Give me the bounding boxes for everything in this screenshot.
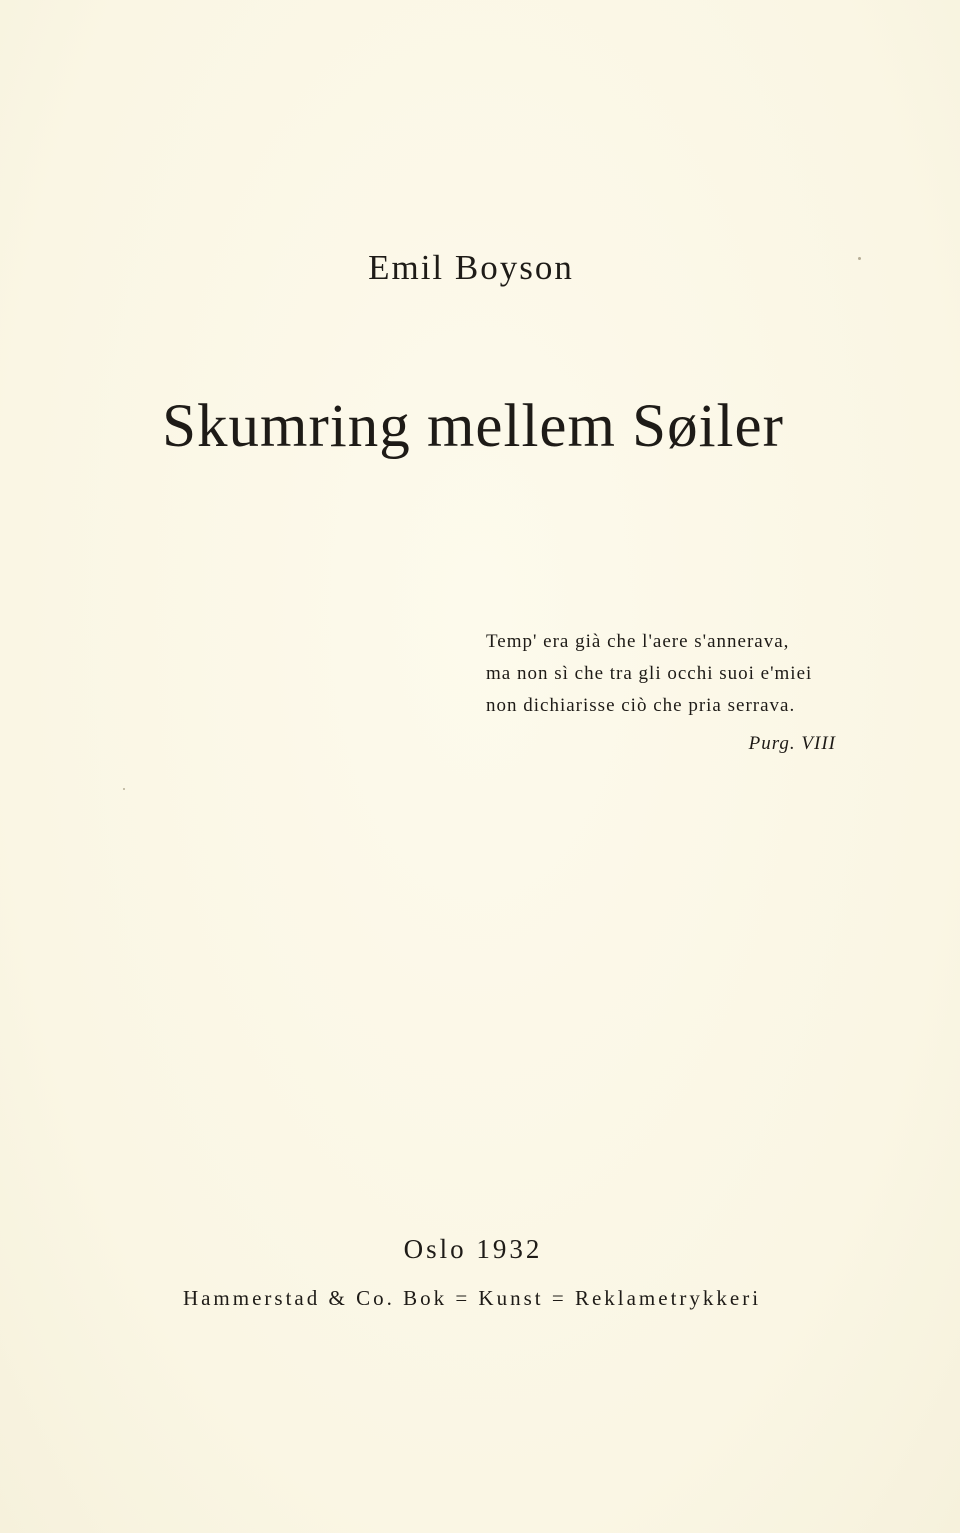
epigraph-source: Purg. VIII	[748, 733, 836, 754]
place-and-year: Oslo 1932	[403, 1234, 543, 1264]
epigraph-line: ma non sì che tra gli occhi suoi e'miei	[486, 663, 813, 684]
printer-imprint: Hammerstad & Co. Bok = Kunst = Reklametrykkeri	[182, 1286, 762, 1310]
author-name: Emil Boyson	[368, 248, 574, 287]
paper-speck	[123, 788, 125, 790]
paper-speck	[858, 257, 861, 260]
epigraph	[486, 626, 886, 760]
book-title: Skumring mellem Søiler	[162, 393, 784, 460]
epigraph-line: non dichiarisse ciò che pria serrava.	[486, 695, 796, 716]
epigraph-line: Temp' era già che l'aere s'annerava,	[486, 631, 790, 652]
